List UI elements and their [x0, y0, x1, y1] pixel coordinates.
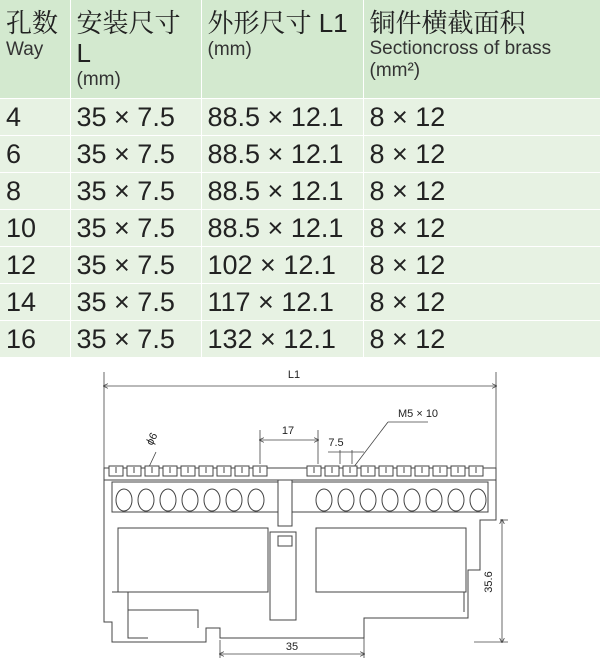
cell-mount-size: 35 × 7.5 [70, 320, 201, 357]
terminal-block-drawing [88, 360, 508, 660]
cell-outline-size: 117 × 12.1 [201, 283, 363, 320]
header-brass-section [363, 0, 600, 98]
table-row [0, 320, 600, 357]
wire-hole [316, 489, 332, 511]
wire-hole [116, 489, 132, 511]
header-brass-section-unit: (mm²) [369, 60, 421, 81]
wire-hole [338, 489, 354, 511]
cell-mount-size: 35 × 7.5 [70, 283, 201, 320]
label-17: 17 [281, 425, 295, 437]
dimension-pitch-7-5 [328, 437, 364, 464]
cell-way: 12 [0, 246, 70, 283]
cell-way: 8 [0, 172, 70, 209]
cell-brass-section: 8 × 12 [363, 283, 600, 320]
wire-hole [470, 489, 486, 511]
header-way [0, 0, 70, 98]
cell-way: 10 [0, 209, 70, 246]
header-row [0, 0, 600, 98]
label-35: 35 [285, 641, 299, 653]
cell-brass-section: 8 × 12 [363, 98, 600, 135]
wire-hole [448, 489, 464, 511]
table-row [0, 209, 600, 246]
header-brass-section-cn: 铜件横截面积 [369, 8, 526, 38]
cell-outline-size: 88.5 × 12.1 [201, 98, 363, 135]
header-outline-size-unit: (mm) [207, 39, 252, 60]
header-mount-size-unit: (mm) [76, 69, 121, 90]
cell-outline-size: 88.5 × 12.1 [201, 209, 363, 246]
wire-hole [160, 489, 176, 511]
header-outline-size [201, 0, 363, 98]
dimension-l1 [104, 369, 496, 472]
cell-way: 4 [0, 98, 70, 135]
cell-brass-section: 8 × 12 [363, 246, 600, 283]
label-35-6: 35.6 [483, 571, 495, 593]
cell-mount-size: 35 × 7.5 [70, 98, 201, 135]
table-row [0, 246, 600, 283]
label-m5: M5 × 10 [398, 408, 439, 420]
wire-hole [426, 489, 442, 511]
cell-outline-size: 88.5 × 12.1 [201, 172, 363, 209]
wire-hole [360, 489, 376, 511]
cell-brass-section: 8 × 12 [363, 135, 600, 172]
cell-mount-size: 35 × 7.5 [70, 135, 201, 172]
wire-hole [404, 489, 420, 511]
wire-hole [226, 489, 242, 511]
table-row [0, 98, 600, 135]
label-phi6: ϕ6 [144, 430, 161, 448]
dimension-pitch-17 [260, 425, 318, 464]
cell-mount-size: 35 × 7.5 [70, 246, 201, 283]
label-l1: L1 [287, 369, 301, 381]
header-mount-size-cn: 安装尺寸 L [76, 8, 181, 68]
table-row [0, 135, 600, 172]
cell-brass-section: 8 × 12 [363, 320, 600, 357]
cell-way: 6 [0, 135, 70, 172]
label-7-5: 7.5 [328, 437, 344, 449]
cell-outline-size: 88.5 × 12.1 [201, 135, 363, 172]
wire-hole [382, 489, 398, 511]
header-way-en: Way [6, 39, 44, 60]
callout-m5 [350, 408, 438, 472]
wire-hole [248, 489, 264, 511]
cell-outline-size: 102 × 12.1 [201, 246, 363, 283]
table-row [0, 172, 600, 209]
header-brass-section-en: Sectioncross of brass [369, 38, 552, 59]
wire-hole [138, 489, 154, 511]
wire-hole [182, 489, 198, 511]
header-way-cn: 孔数 [6, 8, 59, 38]
cell-way: 16 [0, 320, 70, 357]
table-row [0, 283, 600, 320]
cell-outline-size: 132 × 12.1 [201, 320, 363, 357]
header-outline-size-cn: 外形尺寸 L1 [207, 8, 348, 38]
cell-mount-size: 35 × 7.5 [70, 209, 201, 246]
cell-brass-section: 8 × 12 [363, 209, 600, 246]
cell-mount-size: 35 × 7.5 [70, 172, 201, 209]
cell-way: 14 [0, 283, 70, 320]
header-mount-size [70, 0, 201, 98]
cell-brass-section: 8 × 12 [363, 172, 600, 209]
wire-hole [204, 489, 220, 511]
